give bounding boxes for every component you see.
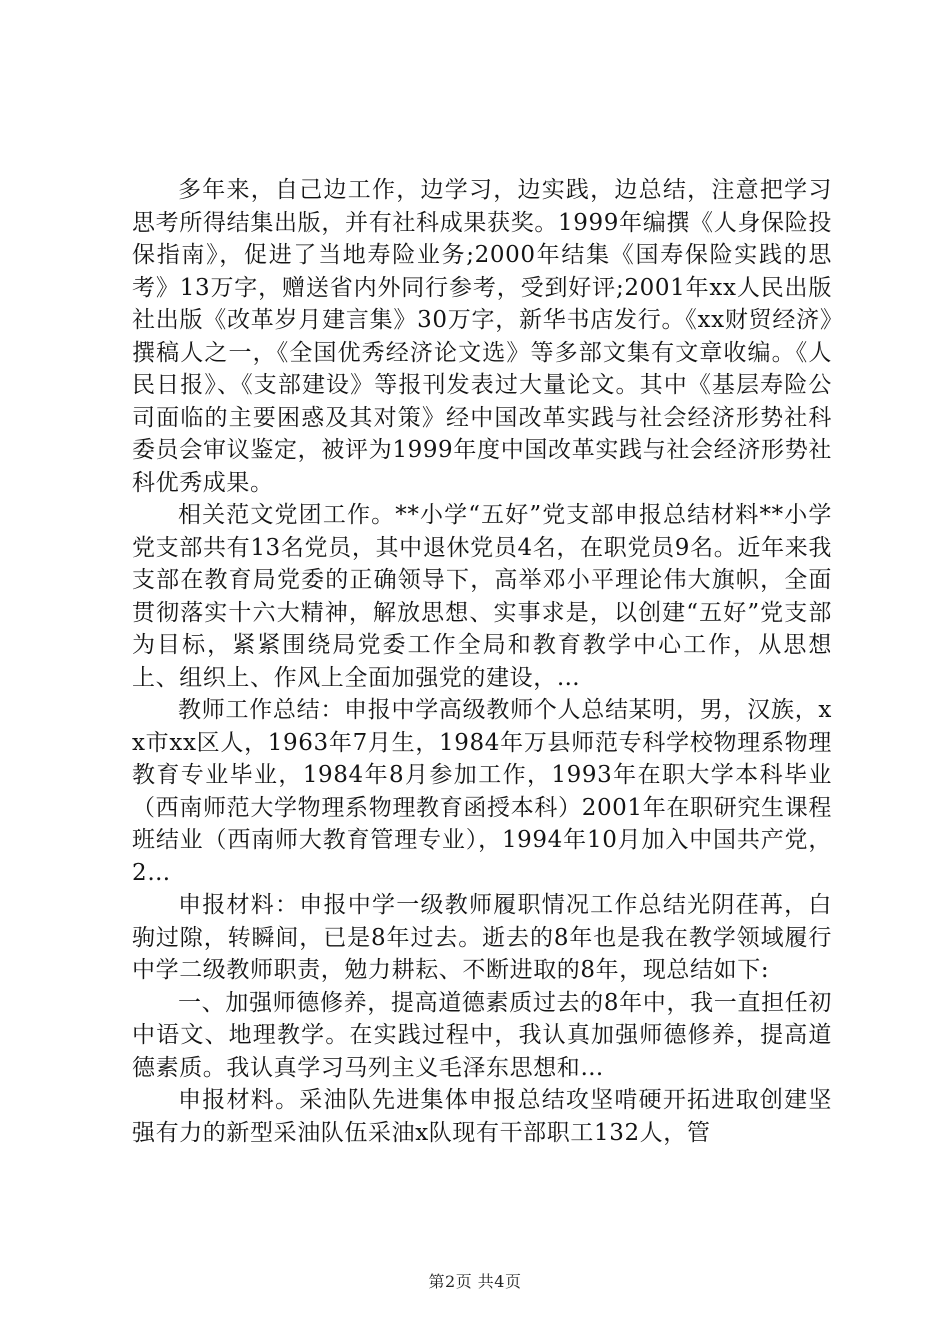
paragraph-teacher-summary: 教师工作总结：申报中学高级教师个人总结某明，男，汉族，xx市xx区人，1963年7月生，1984年万县师范专科学校物理系物理教育专业毕业，1984年8月参加工作，1993年在职大学本科毕业（西南师范大学物理系物理教育函授本科）2001年在职研究生课程班结业（西南师大教育管理专业），1994年10月加入中国共产党，2…: [132, 697, 832, 886]
document-body: [132, 174, 832, 1149]
paragraph-publications: 多年来，自己边工作，边学习，边实践，边总结，注意把学习思考所得结集出版，并有社科成果获奖。1999年编撰《人身保险投保指南》，促进了当地寿险业务;2000年结集《国寿保险实践的思考》13万字，赠送省内外同行参考，受到好评;2001年xx人民出版社出版《改革岁月建言集》30万字，新华书店发行。《xx财贸经济》撰稿人之一，《全国优秀经济论文选》等多部文集有文章收编。《人民日报》、《支部建设》等报刊发表过大量论文。其中《基层寿险公司面临的主要困惑及其对策》经中国改革实践与社会经济形势社科委员会审议鉴定，被评为1999年度中国改革实践与社会经济形势社科优秀成果。: [132, 177, 832, 496]
paragraph-application-material: 申报材料：申报中学一级教师履职情况工作总结光阴荏苒，白驹过隙，转瞬间，已是8年过去。逝去的8年也是我在教学领域履行中学二级教师职责，勉力耕耘、不断进取的8年，现总结如下:: [132, 892, 832, 983]
page-number-footer: 第2页 共4页: [428, 1272, 522, 1291]
paragraph-ethics: 一、加强师德修养，提高道德素质过去的8年中，我一直担任初中语文、地理教学。在实践过程中，我认真加强师德修养，提高道德素质。我认真学习马列主义毛泽东思想和…: [132, 989, 832, 1081]
paragraph-party-branch: 相关范文党团工作。**小学“五好”党支部申报总结材料**小学党支部共有13名党员，其中退休党员4名，在职党员9名。近年来我支部在教育局党委的正确领导下，高举邓小平理论伟大旗帜，全面贯彻落实十六大精神，解放思想、实事求是，以创建“五好”党支部为目标，紧紧围绕局党委工作全局和教育教学中心工作，从思想上、组织上、作风上全面加强党的建设，…: [132, 502, 832, 691]
paragraph-oil-team: 申报材料。采油队先进集体申报总结攻坚啃硬开拓进取创建坚强有力的新型采油队伍采油x队现有干部职工132人，管: [132, 1087, 832, 1146]
